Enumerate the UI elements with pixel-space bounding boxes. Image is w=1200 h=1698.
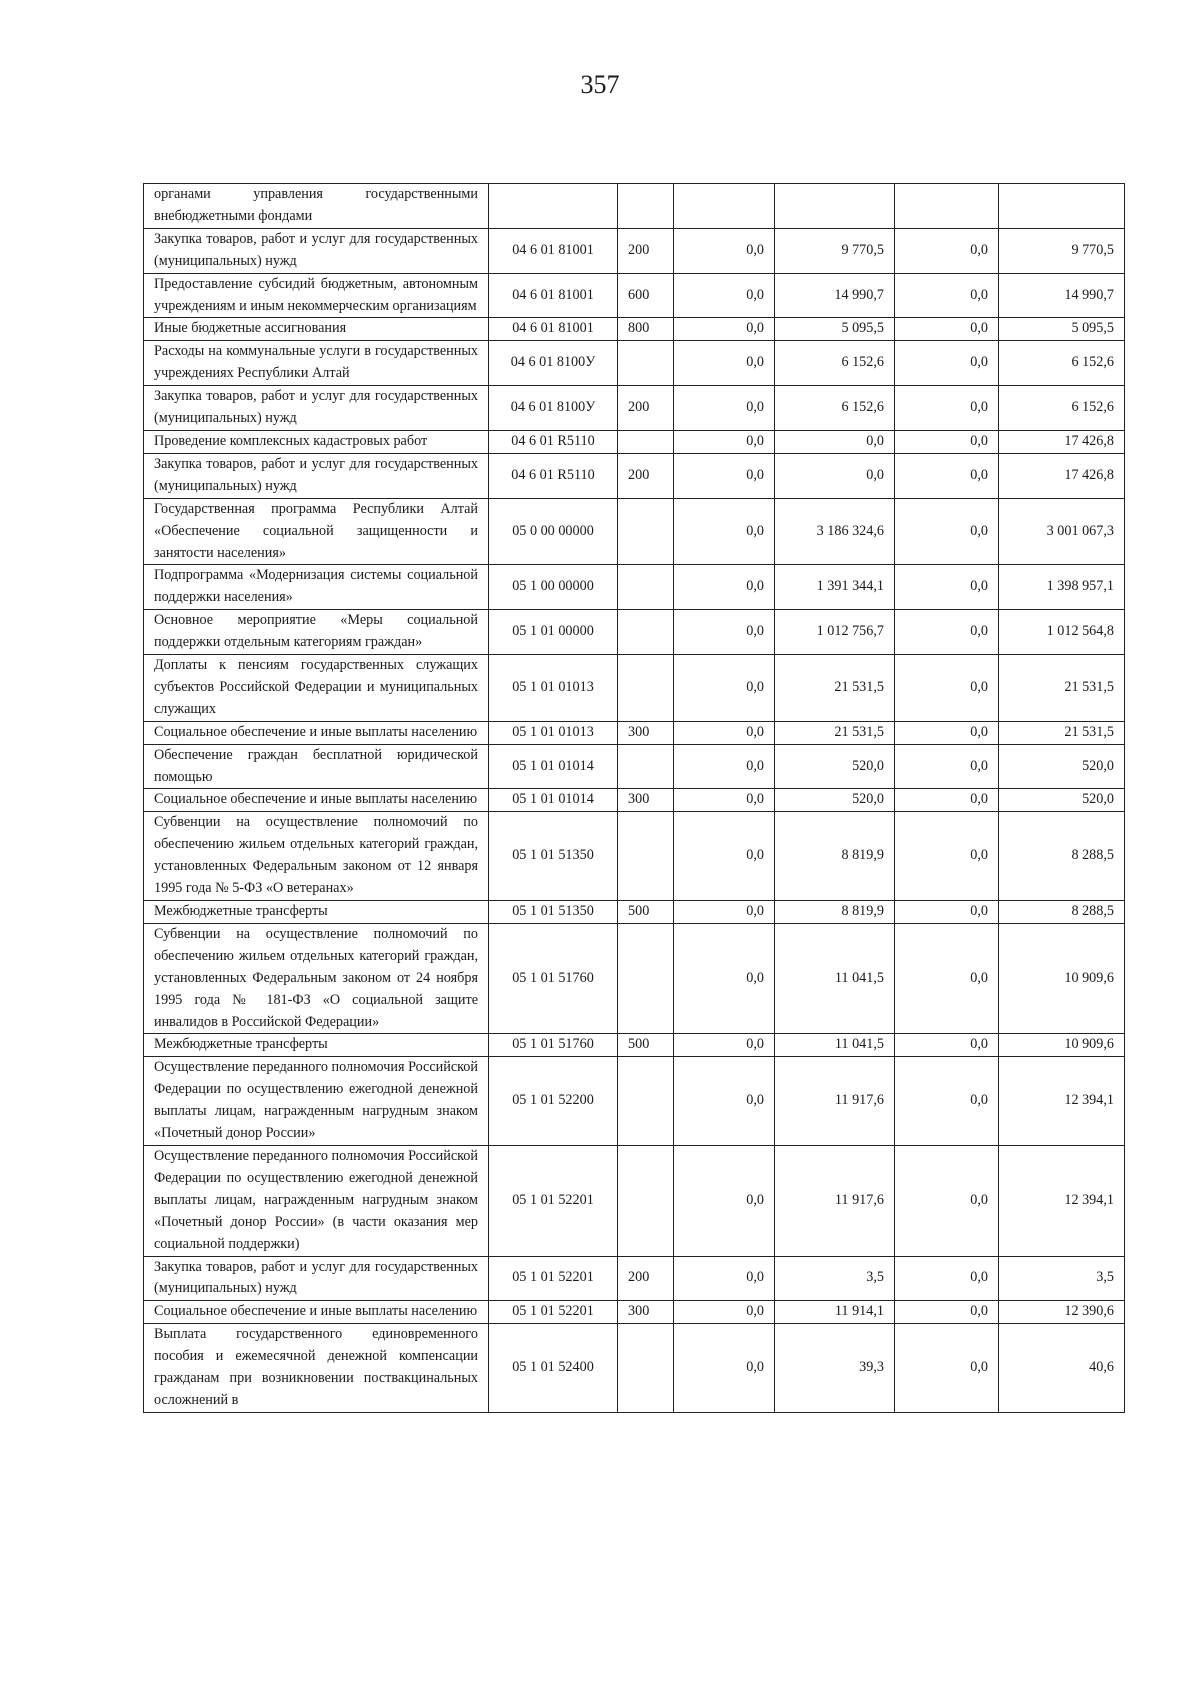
row-value-3: 0,0: [895, 1034, 999, 1057]
row-expense-type: [618, 812, 674, 901]
table-row: [144, 812, 1125, 901]
row-value-2: 14 990,7: [775, 273, 895, 318]
row-code: 05 1 01 01014: [489, 789, 618, 812]
table-row: [144, 901, 1125, 924]
row-expense-type: [618, 1057, 674, 1146]
row-value-3: 0,0: [895, 341, 999, 386]
row-value-3: 0,0: [895, 498, 999, 565]
row-code: [489, 184, 618, 229]
row-value-3: 0,0: [895, 1324, 999, 1413]
row-value-1: 0,0: [674, 565, 775, 610]
row-value-3: [895, 184, 999, 229]
row-value-4: 40,6: [999, 1324, 1125, 1413]
row-expense-type: [618, 923, 674, 1034]
row-value-4: 8 288,5: [999, 901, 1125, 924]
row-value-2: 8 819,9: [775, 812, 895, 901]
row-value-2: 3,5: [775, 1256, 895, 1301]
row-expense-type: [618, 341, 674, 386]
row-name: Основное мероприятие «Меры социальной поддержки отдельным категориям граждан»: [144, 610, 489, 655]
row-expense-type: [618, 744, 674, 789]
row-name: Выплата государственного единовременного пособия и ежемесячной денежной компенсации гражданам при возникновении поствакцинальных осложнений в: [144, 1324, 489, 1413]
row-value-2: 0,0: [775, 453, 895, 498]
row-name: Социальное обеспечение и иные выплаты населению: [144, 721, 489, 744]
row-code: 05 1 01 51760: [489, 1034, 618, 1057]
row-code: 04 6 01 8100У: [489, 341, 618, 386]
row-expense-type: 200: [618, 228, 674, 273]
row-value-1: 0,0: [674, 1301, 775, 1324]
row-expense-type: 200: [618, 386, 674, 431]
row-value-2: [775, 184, 895, 229]
table-row: [144, 565, 1125, 610]
row-expense-type: 200: [618, 453, 674, 498]
row-value-2: 39,3: [775, 1324, 895, 1413]
row-value-2: 21 531,5: [775, 721, 895, 744]
row-expense-type: 300: [618, 1301, 674, 1324]
table-row: [144, 341, 1125, 386]
row-value-2: 11 917,6: [775, 1057, 895, 1146]
row-expense-type: 500: [618, 1034, 674, 1057]
row-value-3: 0,0: [895, 610, 999, 655]
row-value-1: 0,0: [674, 228, 775, 273]
row-code: 05 1 01 00000: [489, 610, 618, 655]
table-row: [144, 184, 1125, 229]
row-expense-type: 600: [618, 273, 674, 318]
row-value-2: 21 531,5: [775, 655, 895, 722]
row-value-3: 0,0: [895, 318, 999, 341]
table-row: [144, 1057, 1125, 1146]
table-row: [144, 498, 1125, 565]
row-name: Закупка товаров, работ и услуг для государственных (муниципальных) нужд: [144, 386, 489, 431]
row-code: 05 1 00 00000: [489, 565, 618, 610]
row-value-3: 0,0: [895, 901, 999, 924]
table-row: [144, 1034, 1125, 1057]
row-expense-type: [618, 610, 674, 655]
row-code: 05 1 01 52201: [489, 1301, 618, 1324]
row-code: 05 1 01 01013: [489, 721, 618, 744]
row-value-4: 520,0: [999, 789, 1125, 812]
row-value-2: 3 186 324,6: [775, 498, 895, 565]
row-name: Закупка товаров, работ и услуг для государственных (муниципальных) нужд: [144, 228, 489, 273]
row-expense-type: [618, 498, 674, 565]
row-value-3: 0,0: [895, 273, 999, 318]
table-row: [144, 744, 1125, 789]
row-value-3: 0,0: [895, 721, 999, 744]
row-code: 05 1 01 51350: [489, 901, 618, 924]
row-value-3: 0,0: [895, 565, 999, 610]
row-value-4: 8 288,5: [999, 812, 1125, 901]
row-value-2: 520,0: [775, 744, 895, 789]
row-value-4: 12 394,1: [999, 1145, 1125, 1256]
row-value-1: 0,0: [674, 1145, 775, 1256]
row-code: 05 0 00 00000: [489, 498, 618, 565]
row-value-4: 6 152,6: [999, 386, 1125, 431]
row-value-1: 0,0: [674, 744, 775, 789]
row-code: 04 6 01 81001: [489, 273, 618, 318]
row-value-1: 0,0: [674, 453, 775, 498]
row-value-1: 0,0: [674, 430, 775, 453]
row-code: 04 6 01 8100У: [489, 386, 618, 431]
row-value-1: [674, 184, 775, 229]
row-expense-type: [618, 1324, 674, 1413]
row-name: Доплаты к пенсиям государственных служащих субъектов Российской Федерации и муниципальных служащих: [144, 655, 489, 722]
row-value-4: 9 770,5: [999, 228, 1125, 273]
row-value-3: 0,0: [895, 1256, 999, 1301]
row-expense-type: 300: [618, 789, 674, 812]
row-code: 05 1 01 52201: [489, 1145, 618, 1256]
row-value-1: 0,0: [674, 610, 775, 655]
row-value-4: 10 909,6: [999, 923, 1125, 1034]
row-value-3: 0,0: [895, 789, 999, 812]
row-value-2: 1 391 344,1: [775, 565, 895, 610]
row-name: органами управления государственными внебюджетными фондами: [144, 184, 489, 229]
row-value-2: 1 012 756,7: [775, 610, 895, 655]
row-value-2: 6 152,6: [775, 386, 895, 431]
row-code: 04 6 01 81001: [489, 318, 618, 341]
table-row: [144, 453, 1125, 498]
row-value-1: 0,0: [674, 901, 775, 924]
row-name: Проведение комплексных кадастровых работ: [144, 430, 489, 453]
table-row: [144, 1324, 1125, 1413]
row-value-4: 1 398 957,1: [999, 565, 1125, 610]
row-value-4: 17 426,8: [999, 453, 1125, 498]
row-value-1: 0,0: [674, 386, 775, 431]
row-value-4: 1 012 564,8: [999, 610, 1125, 655]
row-code: 05 1 01 01014: [489, 744, 618, 789]
page-number: 357: [580, 70, 620, 99]
row-value-1: 0,0: [674, 1324, 775, 1413]
table-row: [144, 1256, 1125, 1301]
row-name: Государственная программа Республики Алтай «Обеспечение социальной защищенности и занятости населения»: [144, 498, 489, 565]
table-row: [144, 1145, 1125, 1256]
row-value-4: 21 531,5: [999, 655, 1125, 722]
row-value-3: 0,0: [895, 744, 999, 789]
row-value-2: 11 914,1: [775, 1301, 895, 1324]
budget-table: [143, 183, 1125, 1413]
row-name: Осуществление переданного полномочия Российской Федерации по осуществлению ежегодной денежной выплаты лицам, награжденным нагрудным знаком «Почетный донор России» (в части оказания мер социальной поддержки): [144, 1145, 489, 1256]
row-name: Обеспечение граждан бесплатной юридической помощью: [144, 744, 489, 789]
table-row: [144, 610, 1125, 655]
row-code: 05 1 01 01013: [489, 655, 618, 722]
row-value-3: 0,0: [895, 228, 999, 273]
table-row: [144, 318, 1125, 341]
row-name: Субвенции на осуществление полномочий по обеспечению жильем отдельных категорий граждан, установленных Федеральным законом от 12 января 1995 года № 5-ФЗ «О ветеранах»: [144, 812, 489, 901]
row-value-1: 0,0: [674, 273, 775, 318]
row-value-3: 0,0: [895, 386, 999, 431]
row-value-3: 0,0: [895, 430, 999, 453]
row-value-4: 21 531,5: [999, 721, 1125, 744]
row-code: 05 1 01 52200: [489, 1057, 618, 1146]
table-row: [144, 1301, 1125, 1324]
row-code: 05 1 01 52201: [489, 1256, 618, 1301]
row-value-1: 0,0: [674, 721, 775, 744]
row-value-4: 5 095,5: [999, 318, 1125, 341]
row-value-2: 8 819,9: [775, 901, 895, 924]
row-expense-type: [618, 1145, 674, 1256]
table-row: [144, 655, 1125, 722]
table-row: [144, 721, 1125, 744]
row-value-1: 0,0: [674, 341, 775, 386]
row-value-2: 11 041,5: [775, 923, 895, 1034]
row-value-4: 10 909,6: [999, 1034, 1125, 1057]
row-value-3: 0,0: [895, 1301, 999, 1324]
row-name: Социальное обеспечение и иные выплаты населению: [144, 1301, 489, 1324]
row-value-1: 0,0: [674, 318, 775, 341]
row-expense-type: 800: [618, 318, 674, 341]
row-value-1: 0,0: [674, 1057, 775, 1146]
row-value-1: 0,0: [674, 655, 775, 722]
row-value-1: 0,0: [674, 498, 775, 565]
row-value-4: 6 152,6: [999, 341, 1125, 386]
row-code: 05 1 01 51350: [489, 812, 618, 901]
table-row: [144, 228, 1125, 273]
table-row: [144, 430, 1125, 453]
row-name: Расходы на коммунальные услуги в государственных учреждениях Республики Алтай: [144, 341, 489, 386]
row-value-2: 9 770,5: [775, 228, 895, 273]
row-name: Социальное обеспечение и иные выплаты населению: [144, 789, 489, 812]
row-value-3: 0,0: [895, 655, 999, 722]
row-expense-type: 200: [618, 1256, 674, 1301]
row-name: Межбюджетные трансферты: [144, 1034, 489, 1057]
row-value-4: 17 426,8: [999, 430, 1125, 453]
row-expense-type: 300: [618, 721, 674, 744]
row-name: Межбюджетные трансферты: [144, 901, 489, 924]
row-expense-type: [618, 430, 674, 453]
row-value-1: 0,0: [674, 1256, 775, 1301]
row-expense-type: [618, 565, 674, 610]
row-value-4: [999, 184, 1125, 229]
table-row: [144, 273, 1125, 318]
row-name: Подпрограмма «Модернизация системы социальной поддержки населения»: [144, 565, 489, 610]
table-row: [144, 789, 1125, 812]
row-expense-type: [618, 184, 674, 229]
row-value-4: 12 394,1: [999, 1057, 1125, 1146]
table-row: [144, 386, 1125, 431]
row-value-3: 0,0: [895, 1057, 999, 1146]
row-value-3: 0,0: [895, 453, 999, 498]
row-name: Иные бюджетные ассигнования: [144, 318, 489, 341]
row-value-2: 5 095,5: [775, 318, 895, 341]
row-code: 04 6 01 R5110: [489, 430, 618, 453]
row-name: Субвенции на осуществление полномочий по обеспечению жильем отдельных категорий граждан, установленных Федеральным законом от 24 ноября 1995 года № 181-ФЗ «О социальной защите инвалидов в Российской Федерации»: [144, 923, 489, 1034]
table-row: [144, 923, 1125, 1034]
row-value-1: 0,0: [674, 812, 775, 901]
row-value-2: 520,0: [775, 789, 895, 812]
row-code: 04 6 01 R5110: [489, 453, 618, 498]
row-expense-type: [618, 655, 674, 722]
row-value-4: 14 990,7: [999, 273, 1125, 318]
row-name: Закупка товаров, работ и услуг для государственных (муниципальных) нужд: [144, 453, 489, 498]
row-value-1: 0,0: [674, 789, 775, 812]
row-value-4: 3,5: [999, 1256, 1125, 1301]
row-name: Предоставление субсидий бюджетным, автономным учреждениям и иным некоммерческим организациям: [144, 273, 489, 318]
row-value-2: 11 041,5: [775, 1034, 895, 1057]
row-code: 05 1 01 52400: [489, 1324, 618, 1413]
row-value-4: 3 001 067,3: [999, 498, 1125, 565]
row-value-2: 6 152,6: [775, 341, 895, 386]
row-code: 05 1 01 51760: [489, 923, 618, 1034]
row-value-4: 520,0: [999, 744, 1125, 789]
row-value-1: 0,0: [674, 1034, 775, 1057]
row-name: Закупка товаров, работ и услуг для государственных (муниципальных) нужд: [144, 1256, 489, 1301]
row-value-3: 0,0: [895, 923, 999, 1034]
row-code: 04 6 01 81001: [489, 228, 618, 273]
row-name: Осуществление переданного полномочия Российской Федерации по осуществлению ежегодной денежной выплаты лицам, награжденным нагрудным знаком «Почетный донор России»: [144, 1057, 489, 1146]
row-value-2: 0,0: [775, 430, 895, 453]
row-value-2: 11 917,6: [775, 1145, 895, 1256]
row-value-3: 0,0: [895, 1145, 999, 1256]
row-value-1: 0,0: [674, 923, 775, 1034]
row-value-3: 0,0: [895, 812, 999, 901]
row-value-4: 12 390,6: [999, 1301, 1125, 1324]
row-expense-type: 500: [618, 901, 674, 924]
